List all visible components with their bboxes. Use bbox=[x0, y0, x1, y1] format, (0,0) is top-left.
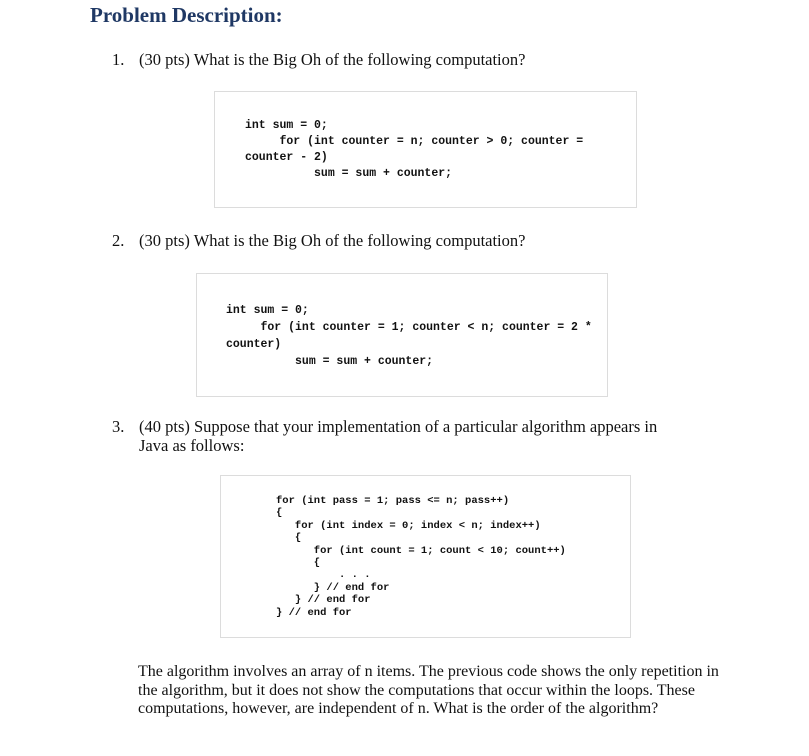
code-snippet-3: for (int pass = 1; pass <= n; pass++) { for (int index = 0; index < n; index++) { for (int count = 1; count < 10; count++) { . . . } // end for } // end for } // end for bbox=[276, 495, 566, 619]
question-3 bbox=[112, 417, 732, 455]
code-snippet-1: int sum = 0; for (int counter = n; counter > 0; counter = counter - 2) sum = sum + counter; bbox=[245, 119, 584, 180]
question-text: (30 pts) What is the Big Oh of the following computation? bbox=[139, 231, 526, 250]
question-3-paragraph: The algorithm involves an array of n items. The previous code shows the only repetition in the algorithm, but it does not show the computations that occur within the loops. These computations, however, are independent of n. What is the order of the algorithm? bbox=[138, 663, 719, 717]
question-text: (30 pts) What is the Big Oh of the following computation? bbox=[139, 50, 526, 69]
page-heading: Problem Description: bbox=[90, 3, 283, 27]
question-text-line-2: Java as follows: bbox=[139, 436, 245, 455]
question-text-line-1: (40 pts) Suppose that your implementation of a particular algorithm appears in bbox=[139, 417, 658, 436]
code-snippet-2: int sum = 0; for (int counter = 1; counter < n; counter = 2 * counter) sum = sum + counter; bbox=[226, 304, 592, 368]
question-number: 3. bbox=[112, 417, 125, 436]
question-number: 1. bbox=[112, 50, 125, 69]
question-number: 2. bbox=[112, 231, 125, 250]
question-2 bbox=[112, 231, 525, 250]
question-1 bbox=[112, 50, 525, 69]
